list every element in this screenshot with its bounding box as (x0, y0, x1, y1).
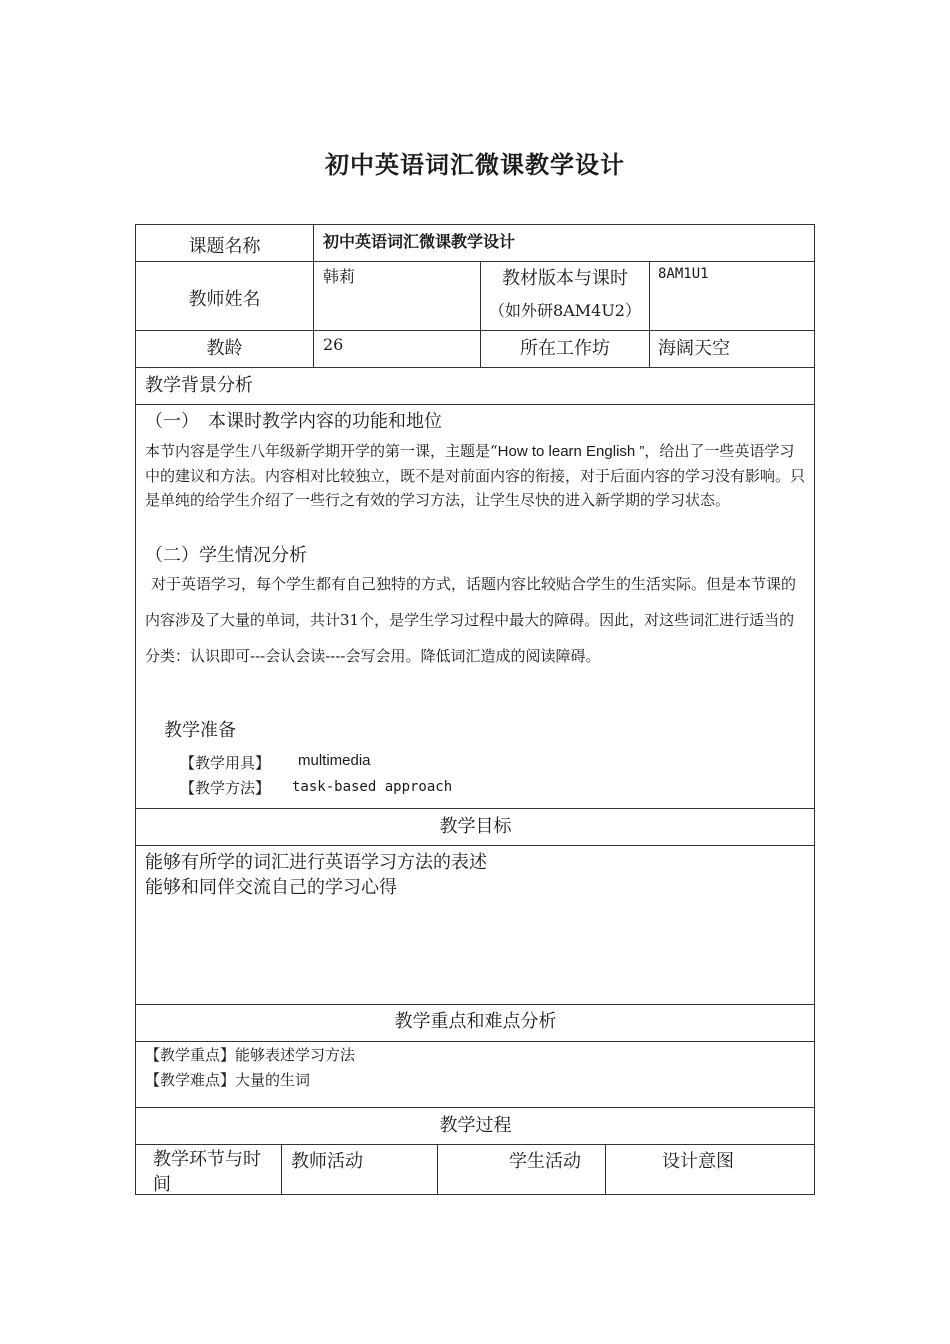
age-label: 教龄 (206, 338, 243, 359)
difficulty-label: 【教学难点】 (145, 1071, 236, 1089)
section2-paragraph: 对于英语学习，每个学生都有自己独特的方式，话题内容比较贴合学生的生活实际。但是本节课的内容涉及了大量的单词，共计31个，是学生学习过程中最大的障碍。因此，对这些词汇进行适当的分类：认识即可---会认会读----会写会用。降低词汇造成的阅读障碍。 (145, 575, 797, 665)
edition-hint: （如外研8AM4U2） (489, 301, 641, 320)
process-column-header: 教学环节与时间 (153, 1149, 261, 1195)
teacher-value: 韩莉 (323, 267, 356, 286)
table-rule (605, 1144, 606, 1195)
focus-row (145, 1044, 355, 1065)
prep-heading: 教学准备 (164, 720, 236, 741)
workshop-label: 所在工作坊 (520, 338, 610, 359)
process-column-header: 教师活动 (291, 1151, 363, 1172)
table-rule (135, 1107, 815, 1108)
process-heading: 教学过程 (439, 1115, 512, 1136)
document-title: 初中英语词汇微课教学设计 (325, 150, 625, 179)
table-rule (135, 367, 815, 368)
method-label: 【教学方法】 (180, 779, 271, 797)
table-rule (281, 1144, 282, 1195)
difficulty-row (145, 1069, 310, 1090)
table-rule (135, 404, 815, 405)
goals-heading: 教学目标 (439, 816, 512, 837)
topic-value: 初中英语词汇微课教学设计 (323, 232, 516, 251)
process-column-header: 设计意图 (662, 1151, 734, 1172)
teacher-label: 教师姓名 (188, 289, 261, 310)
goal-line-1: 能够有所学的词汇进行英语学习方法的表述 (145, 852, 487, 873)
process-column-header: 学生活动 (509, 1151, 581, 1172)
age-value: 26 (323, 335, 344, 354)
section1-text-a: 本节内容是学生八年级新学期开学的第一课，主题是“ (145, 442, 498, 460)
topic-label: 课题名称 (188, 236, 261, 257)
section1-text-en: How to learn English ” (497, 443, 645, 460)
table-rule (135, 1004, 815, 1005)
table-rule (135, 1041, 815, 1042)
table-rule (135, 845, 815, 846)
method-value: task-based approach (292, 779, 453, 795)
table-rule (437, 1144, 438, 1195)
table-rule (135, 261, 815, 262)
section1-heading: （一） 本课时教学内容的功能和地位 (145, 411, 442, 432)
tools-label: 【教学用具】 (180, 754, 271, 772)
section2-heading: （二）学生情况分析 (145, 545, 307, 566)
table-rule (135, 1144, 815, 1145)
table-rule (649, 261, 650, 367)
difficulty-value: 大量的生词 (235, 1071, 311, 1089)
table-rule (135, 808, 815, 809)
table-rule (135, 330, 815, 331)
focus-label: 【教学重点】 (145, 1046, 236, 1064)
keypoints-heading: 教学重点和难点分析 (394, 1011, 557, 1032)
edition-label: 教材版本与课时 (502, 268, 628, 289)
table-rule (313, 224, 314, 367)
focus-value: 能够表述学习方法 (235, 1046, 356, 1064)
edition-value: 8AM1U1 (658, 266, 709, 282)
tools-value: multimedia (298, 752, 371, 769)
background-heading: 教学背景分析 (145, 375, 253, 396)
section1-text-b: ，给出了一些英语学习中的建议和方法。内容相对比较独立，既不是对前面内容的衔接，对于后面内容的学习没有影响。只是单纯的给学生介绍了一些行之有效的学习方法，让学生尽快的进入新学期的学习状态。 (145, 442, 806, 509)
goal-line-2: 能够和同伴交流自己的学习心得 (145, 877, 397, 898)
workshop-value: 海阔天空 (658, 338, 730, 359)
section1-paragraph (145, 439, 807, 512)
